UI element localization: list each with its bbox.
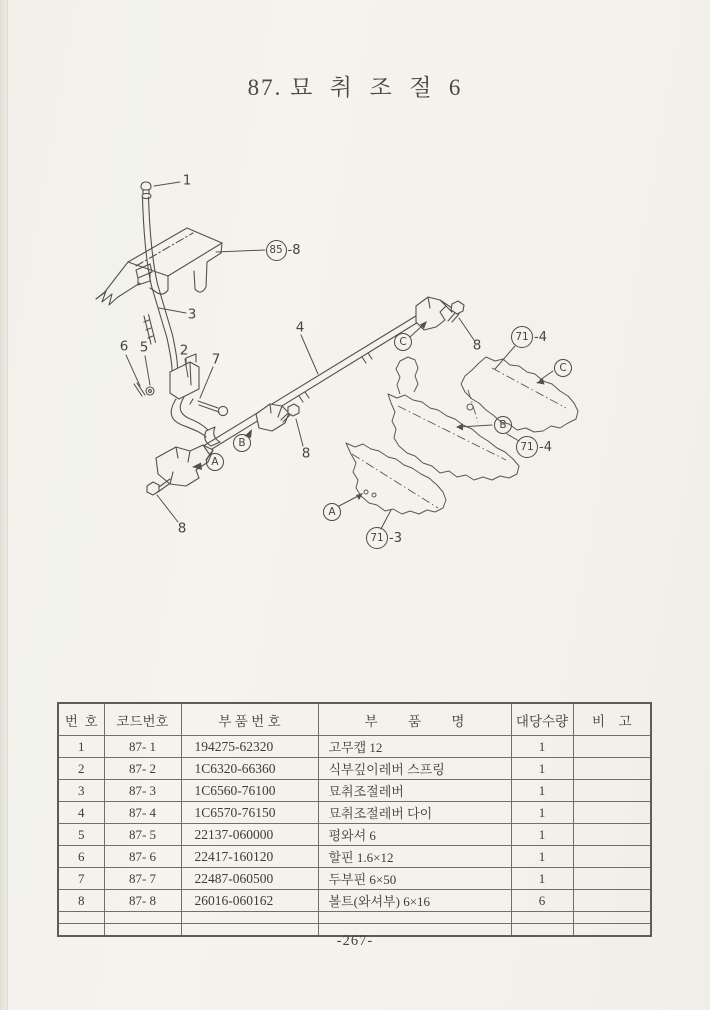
table-cell: 22417-160120: [181, 846, 318, 868]
callout-suffix: -4: [534, 329, 547, 345]
callout-a: [206, 453, 224, 471]
table-cell: 6: [58, 846, 104, 868]
table-cell: 1: [511, 758, 573, 780]
table-cell: 3: [58, 780, 104, 802]
callout-circle: C: [554, 359, 572, 377]
table-cell: 5: [58, 824, 104, 846]
empty-table-row: [58, 912, 651, 924]
table-cell: [58, 912, 104, 924]
callout-5: 5: [139, 339, 149, 356]
table-cell: 87- 3: [104, 780, 181, 802]
table-cell: 7: [58, 868, 104, 890]
table-cell: 1: [511, 868, 573, 890]
callout-b: [494, 416, 512, 434]
table-cell: [573, 780, 651, 802]
table-cell: 22487-060500: [181, 868, 318, 890]
table-cell: 87- 2: [104, 758, 181, 780]
col-header-no: 번 호: [58, 703, 104, 736]
col-header-note: 비 고: [573, 703, 651, 736]
table-cell: 평와셔 6: [318, 824, 511, 846]
table-cell: 묘취조절레버: [318, 780, 511, 802]
table-cell: [573, 868, 651, 890]
table-cell: 2: [58, 758, 104, 780]
col-header-qty: 대당수량: [511, 703, 573, 736]
col-header-part-no: 부 품 번 호: [181, 703, 318, 736]
table-cell: [104, 912, 181, 924]
callout-71-4: [516, 436, 552, 458]
table-cell: 26016-060162: [181, 890, 318, 912]
parts-table-body: [58, 736, 651, 937]
table-cell: 87- 4: [104, 802, 181, 824]
callout-7: 7: [211, 351, 221, 368]
table-cell: 87- 7: [104, 868, 181, 890]
table-cell: 6: [511, 890, 573, 912]
table-cell: 묘취조절레버 다이: [318, 802, 511, 824]
table-cell: 87- 1: [104, 736, 181, 758]
table-cell: 1: [511, 780, 573, 802]
table-cell: 두부핀 6×50: [318, 868, 511, 890]
table-cell: 1: [511, 846, 573, 868]
col-header-name: 부 품 명: [318, 703, 511, 736]
table-cell: [573, 890, 651, 912]
table-cell: 1: [58, 736, 104, 758]
table-cell: [181, 912, 318, 924]
callout-3: 3: [187, 306, 197, 323]
header-row: [58, 703, 651, 736]
table-cell: [511, 912, 573, 924]
table-cell: 1C6320-66360: [181, 758, 318, 780]
callout-circle: 71: [516, 436, 538, 458]
callout-71-4: [511, 326, 547, 348]
table-row: [58, 824, 651, 846]
table-cell: 8: [58, 890, 104, 912]
callout-circle: A: [206, 453, 224, 471]
table-cell: [573, 736, 651, 758]
table-cell: [318, 912, 511, 924]
table-row: [58, 736, 651, 758]
table-cell: 1C6560-76100: [181, 780, 318, 802]
table-cell: 1: [511, 802, 573, 824]
table-cell: 87- 8: [104, 890, 181, 912]
page-title: 87. 묘 취 조 절 6: [247, 75, 463, 100]
callout-8: 8: [301, 445, 311, 462]
table-cell: [573, 846, 651, 868]
table-row: [58, 758, 651, 780]
table-cell: 할핀 1.6×12: [318, 846, 511, 868]
parts-table: [57, 702, 652, 937]
callout-c: [394, 333, 412, 351]
callout-71-3: [366, 527, 402, 549]
callout-circle: A: [323, 503, 341, 521]
callout-circle: 71: [511, 326, 533, 348]
callout-2: 2: [179, 342, 189, 359]
callout-suffix: -4: [539, 439, 552, 455]
callout-8: 8: [472, 337, 482, 354]
callout-a: [323, 503, 341, 521]
page-number: -267-: [336, 933, 374, 949]
col-header-code: 코드번호: [104, 703, 181, 736]
table-row: [58, 780, 651, 802]
callout-circle: 85: [266, 240, 287, 261]
table-cell: 고무캡 12: [318, 736, 511, 758]
table-cell: 1: [511, 824, 573, 846]
table-cell: 194275-62320: [181, 736, 318, 758]
parts-table-header: [58, 703, 651, 736]
callout-b: [233, 434, 251, 452]
callout-6: 6: [119, 338, 129, 355]
callout-circle: B: [233, 434, 251, 452]
table-cell: 87- 6: [104, 846, 181, 868]
callout-85-8: [266, 240, 301, 261]
table-cell: [573, 824, 651, 846]
table-cell: 4: [58, 802, 104, 824]
table-cell: 22137-060000: [181, 824, 318, 846]
callout-c: [554, 359, 572, 377]
callout-suffix: -3: [389, 530, 402, 546]
table-cell: 1: [511, 736, 573, 758]
table-row: [58, 846, 651, 868]
table-cell: [573, 758, 651, 780]
table-cell: [573, 912, 651, 924]
callout-8: 8: [177, 520, 187, 537]
table-cell: 1C6570-76150: [181, 802, 318, 824]
table-cell: 87- 5: [104, 824, 181, 846]
table-row: [58, 868, 651, 890]
callout-1: 1: [182, 172, 192, 189]
callout-circle: 71: [366, 527, 388, 549]
callout-suffix: -8: [287, 242, 301, 258]
table-cell: 식부깊이레버 스프링: [318, 758, 511, 780]
table-cell: [573, 802, 651, 824]
callout-circle: C: [394, 333, 412, 351]
callout-circle: B: [494, 416, 512, 434]
table-row: [58, 890, 651, 912]
table-cell: 볼트(와셔부) 6×16: [318, 890, 511, 912]
callout-4: 4: [295, 319, 305, 336]
table-row: [58, 802, 651, 824]
